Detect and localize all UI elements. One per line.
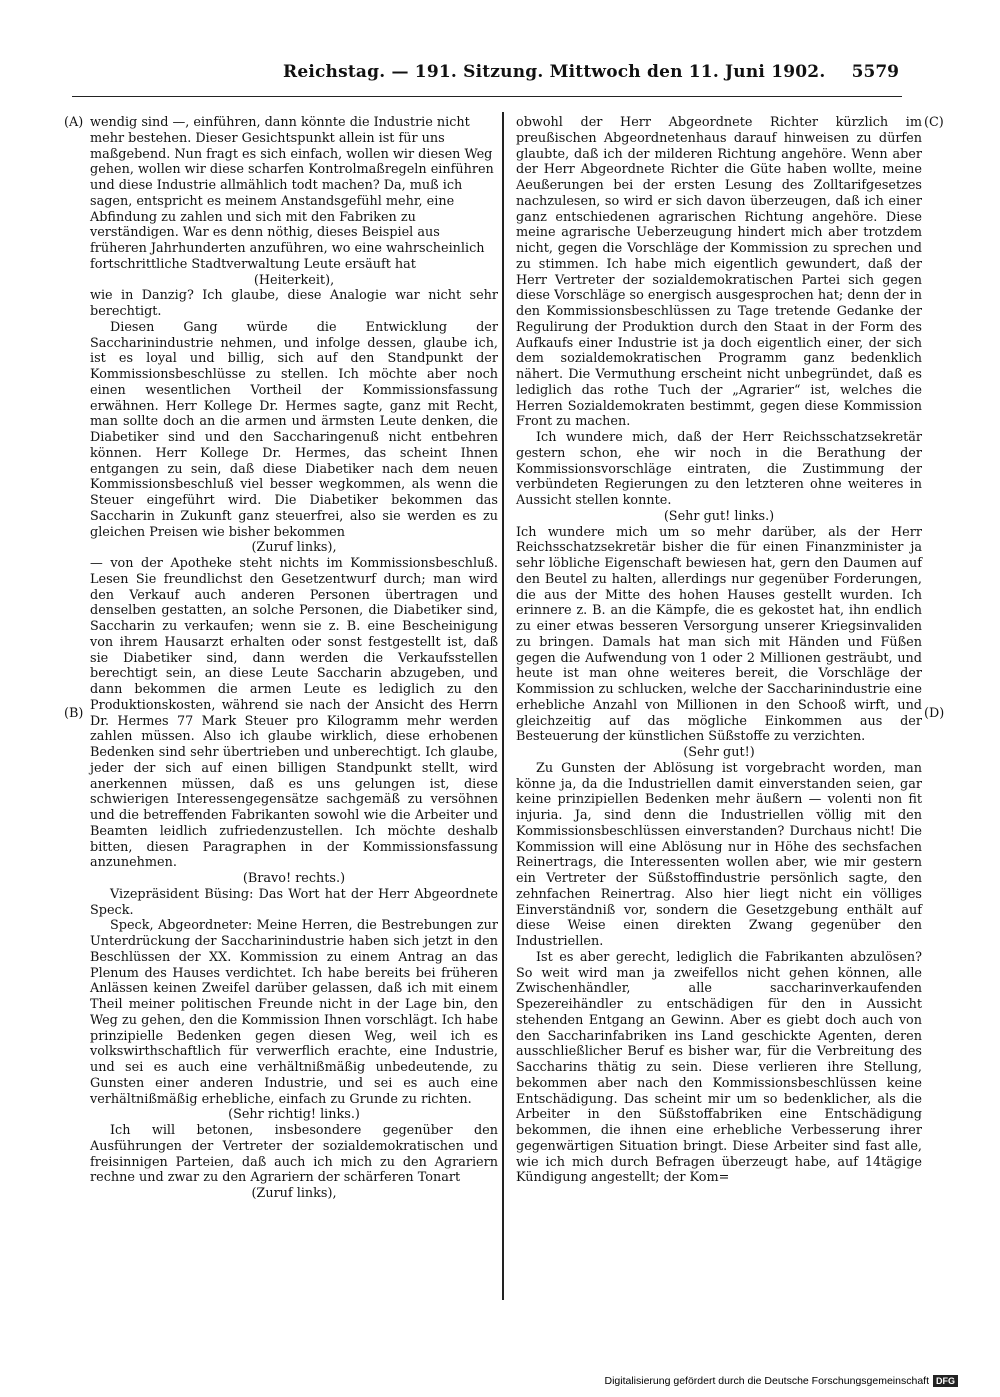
- paragraph: wie in Danzig? Ich glaube, diese Analogie war nicht sehr berechtigt.: [90, 288, 498, 319]
- paragraph: — von der Apotheke steht nichts im Kommissionsbeschluß. Lesen Sie freundlichst den Gesetzentwurf durch; man wird den Verkauf auch anderen Personen übertragen und denselben gestatten, an solche Personen, die Diabetiker sind, Saccharin zu verkaufen; wenn sie z. B. eine Bescheinigung von ihrem Hausarzt erhalten oder sonst festgestellt ist, daß sie Diabetiker sind, dann werden die Verkaufsstellen berechtigt sein, an diese Leute Saccharin abzugeben, und dann bekommen die armen Leute es lediglich zu den Produktionskosten, während sie nach der Ansicht des Herrn Dr. Hermes 77 Mark Steuer pro Kilogramm mehr werden zahlen müssen. Also ich glaube wirklich, diese erhobenen Bedenken sind sehr übertrieben und unberechtigt. Ich glaube, jeder der sich auf einen billigen Standpunkt stellt, wird anerkennen müssen, daß es uns gelungen ist, diese schwierigen Interessengegensätze sachgemäß zu versöhnen und die betreffenden Fabrikanten sowohl wie die Arbeiter und Beamten leidlich zufriedenzustellen. Ich möchte deshalb bitten, diesen Paragraphen in der Kommissionsfassung anzunehmen.: [90, 556, 498, 871]
- page-header: [283, 62, 899, 90]
- paragraph: wendig sind —, einführen, dann könnte die Industrie nicht mehr bestehen. Dieser Gesichtspunkt allein ist für uns maßgebend. Nun fragt es sich einfach, wollen wir diesen Weg gehen, wollen wir diese scharfen Kontrolmaßregeln einführen und diese Industrie allmählich todt machen? Da, muß ich sagen, entspricht es meinem Anstandsgefühl mehr, eine Abfindung zu zahlen und sich mit den Fabriken zu verständigen. War es denn nöthig, dieses Beispiel aus früheren Jahrhunderten anzuführen, wo eine wahrscheinlich fortschrittliche Stadtverwaltung Leute ersäuft hat: [90, 115, 494, 272]
- paragraph: Speck, Abgeordneter: Meine Herren, die Bestrebungen zur Unterdrückung der Saccharinindustrie haben sich jetzt in den Beschlüssen der XX. Kommission zu einem Antrag an das Plenum des Hauses verdichtet. Ich habe bereits bei früheren Anlässen keinen Zweifel darüber gelassen, daß ich mit einem Theil meiner politischen Freunde nicht in der Lage bin, den Weg zu gehen, den die Kommission Ihnen vorschlägt. Ich habe prinzipielle Bedenken gegen diesen Weg, weil ich es volkswirthschaftlich für verwerflich erachte, eine Industrie, und sei es auch eine verhältnißmäßig unbedeutende, zu Gunsten einer anderen Industrie, und sei es auch eine verhältnißmäßig erhebliche, einfach zu Grunde zu richten.: [90, 918, 498, 1107]
- paragraph: Diesen Gang würde die Entwicklung der Saccharinindustrie nehmen, und infolge dessen, glaube ich, ist es loyal und billig, sich auf den Standpunkt der Kommissionsbeschlüsse zu stellen. Ich möchte aber noch einen wesentlichen Vortheil der Kommissionsfassung erwähnen. Herr Kollege Dr. Hermes sagte, ganz mit Recht, man sollte doch an die armen und ärmsten Leute denken, die Diabetiker sind und den Saccharingenuß nicht entbehren können. Herr Kollege Dr. Hermes, das scheint Ihnen entgangen zu sein, daß diese Diabetiker nach dem neuen Kommissionsbeschluß viel besser wegkommen, als wenn die Steuer eingeführt wird. Die Diabetiker bekommen das Saccharin in Zukunft ganz steuerfrei, also sie werden es zu gleichen Preisen wie bisher bekommen: [90, 319, 498, 540]
- margin-mark-b: (B): [64, 706, 84, 721]
- interjection: (Zuruf links),: [251, 540, 337, 556]
- header-rule: [72, 96, 902, 97]
- page-number: 5579: [851, 62, 899, 82]
- interjection: (Sehr gut! links.): [663, 508, 775, 524]
- interjection: (Sehr gut!): [683, 745, 755, 760]
- paragraph: Zu Gunsten der Ablösung ist vorgebracht worden, man könne ja, da die Industriellen damit einverstanden seien, gar keine prinzipiellen Bedenken mehr äußern — volenti non fit injuria. Ja, sind denn die Industriellen völlig mit den Kommissionsbeschlüssen einverstanden? Durchaus nicht! Die Kommission will eine Ablösung nur in Höhe des sechsfachen Reinertrags, die Interessenten wollen aber, wie mir gestern ein Vertreter der Süßstoffindustrie persönlich sagte, den zehnfachen Reinertrag. Also hier liegt nicht ein völliges Einverständniß vor, sondern die Gesetzgebung enthält auf diese Weise einen direkten Zwang gegenüber den Industriellen.: [516, 760, 922, 949]
- right-column: [516, 115, 922, 1186]
- left-column: [90, 115, 498, 1202]
- interjection: (Zuruf links),: [251, 1186, 337, 1201]
- footer-text: Digitalisierung gefördert durch die Deutsche Forschungsgemeinschaft: [604, 1375, 929, 1387]
- margin-mark-c: (C): [924, 115, 944, 130]
- margin-mark-d: (D): [924, 706, 945, 721]
- interjection: (Sehr richtig! links.): [228, 1107, 360, 1123]
- paragraph: Vizepräsident Büsing: Das Wort hat der Herr Abgeordnete Speck.: [90, 886, 498, 918]
- paragraph: Ich wundere mich, daß der Herr Reichsschatzsekretär gestern schon, ehe wir noch in die Berathung der Kommissionsvorschläge eintraten, die Zustimmung der verbündeten Regierungen zu den letzteren ohne weiteres in Aussicht stellen konnte.: [516, 430, 922, 508]
- interjection: (Heiterkeit),: [253, 272, 335, 288]
- dfg-logo: DFG: [933, 1375, 958, 1387]
- paragraph: obwohl der Herr Abgeordnete Richter kürzlich im preußischen Abgeordnetenhaus darauf hinweisen zu dürfen glaubte, daß ich der milderen Richtung angehöre. Wenn aber der Herr Abgeordnete Richter die Güte haben wollte, meine Aeußerungen bei der ersten Lesung des Zolltarifgesetzes nachzulesen, so wird er sich davon überzeugen, daß ich einer ganz entschiedenen agrarischen Richtung angehöre. Diese meine agrarische Ueberzeugung hindert mich aber trotzdem nicht, gegen die Vorschläge der Kommission zu sprechen und zu stimmen. Ich habe mich eigentlich gewundert, daß der Herr Vertreter der sozialdemokratischen Partei sich gegen diese Vorschläge so energisch ausgesprochen hat; denn der in den Kommissionsbeschlüssen zu Tage tretende Gedanke der Regulirung der Produktion durch den Staat in der Form des Aufkaufs einer Industrie ist ja doch eigentlich einer, der sich dem sozialdemokratischen Programm ganz bedenklich nähert. Die Vermuthung erscheint nicht unbegründet, daß es lediglich das rothe Tuch der „Agrarier“ ist, welches die Herren Sozialdemokraten bestimmt, gegen diese Kommission Front zu machen.: [516, 115, 922, 430]
- column-divider: [502, 112, 504, 1300]
- paragraph: Ich will betonen, insbesondere gegenüber den Ausführungen der Vertreter der sozialdemokratischen und freisinnigen Parteien, daß auch ich mich zu den Agrariern rechne und zwar zu den Agrariern der schärferen Tonart: [90, 1123, 498, 1186]
- paragraph: Ist es aber gerecht, lediglich die Fabrikanten abzulösen? So weit wird man ja zweifellos nicht gehen können, alle Zwischenhändler, alle saccharinverkaufenden Spezereihändler zu entschädigen für den in Aussicht stehenden Entgang an Gewinn. Aber es giebt doch auch von den Saccharinfabriken ins Land geschickte Agenten, deren ausschließlicher Beruf es bisher war, für die Verbreitung des Saccharins thätig zu sein. Diese verlieren ihre Stellung, bekommen aber nach den Kommissionsbeschlüssen keine Entschädigung. Das scheint mir um so bedenklicher, als die Arbeiter in den Süßstoffabriken eine Entschädigung bekommen, die ihnen eine erhebliche Verbesserung ihrer gegenwärtigen Situation bringt. Diese Arbeiter sind fast alle, wie ich mich durch Befragen überzeugt habe, auf 14tägige Kündigung angestellt; der Kom=: [516, 949, 922, 1186]
- running-title: Reichstag. — 191. Sitzung. Mittwoch den 11. Juni 1902.: [283, 62, 826, 82]
- interjection: (Bravo! rechts.): [242, 871, 346, 886]
- footer-credit: [604, 1375, 958, 1387]
- paragraph: Ich wundere mich um so mehr darüber, als der Herr Reichsschatzsekretär bisher die für einen Finanzminister ja sehr löbliche Eigenschaft bewiesen hat, gern den Daumen auf den Beutel zu halten, allerdings nur gegenüber Forderungen, die aus der Mitte des hohen Hauses gestellt wurden. Ich erinnere z. B. an die Kämpfe, die es gekostet hat, ihn endlich zu einer etwas besseren Versorgung unserer Kriegsinvaliden zu bringen. Damals hat man sich mit Händen und Füßen gegen die Aufwendung von 1 oder 2 Millionen gesträubt, und heute ist man ohne weiteres bereit, die Vorschläge der Kommission zu schlucken, welche der Saccharinindustrie eine erhebliche Anzahl von Millionen in den Schooß wirft, und gleichzeitig auf das mögliche Einkommen aus der Besteuerung der künstlichen Süßstoffe zu verzichten.: [516, 524, 922, 745]
- margin-mark-a: (A): [64, 115, 84, 130]
